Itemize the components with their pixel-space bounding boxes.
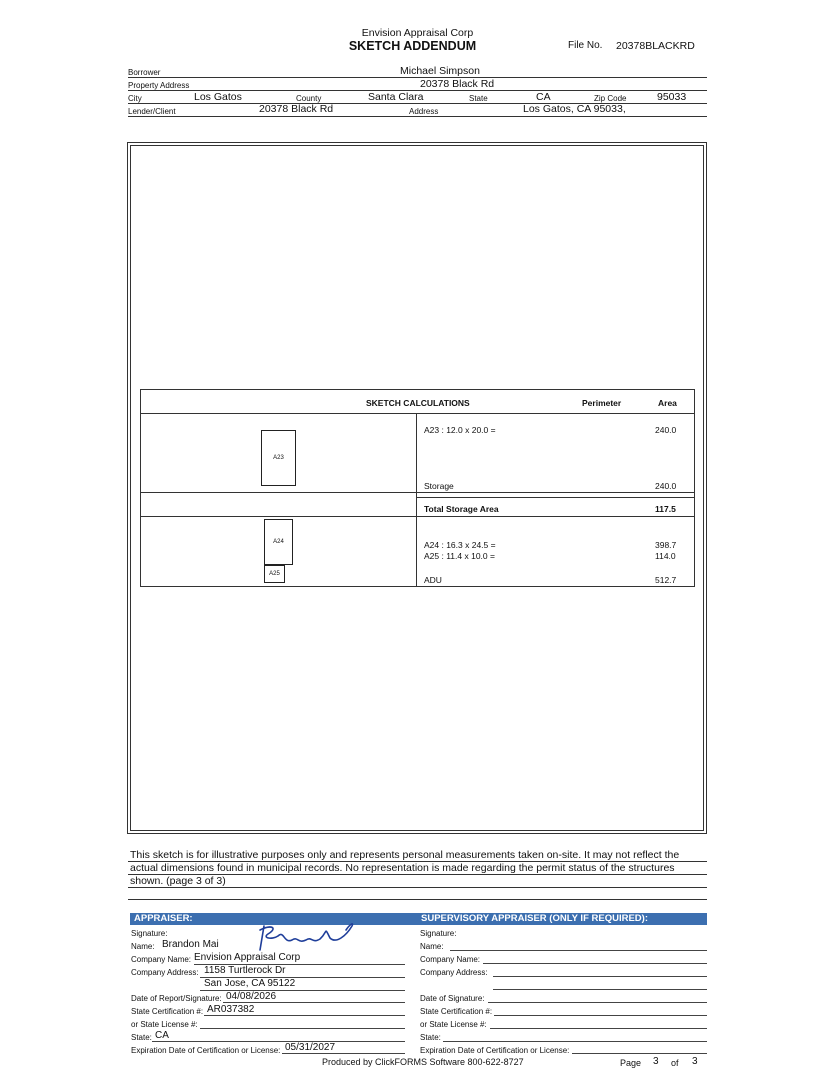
disclaimer-line: shown. (page 3 of 3) — [130, 875, 226, 887]
field-underline — [493, 989, 707, 990]
page-total: 3 — [692, 1056, 698, 1067]
room-a24: A24 — [264, 519, 293, 565]
field-underline — [572, 1053, 707, 1054]
field-underline — [204, 1015, 405, 1016]
table-divider — [417, 497, 694, 498]
supervisor-license-label: or State License #: — [420, 1020, 487, 1029]
calc-row-label: A23 : 12.0 x 20.0 = — [424, 425, 496, 435]
supervisor-signature-label: Signature: — [420, 929, 457, 938]
property-address-value: 20378 Black Rd — [420, 78, 495, 90]
company-name-value: Envision Appraisal Corp — [194, 952, 301, 963]
calc-row-area: 240.0 — [655, 425, 677, 435]
calc-row-area: 114.0 — [655, 551, 676, 561]
table-divider — [140, 516, 694, 517]
field-underline — [493, 976, 707, 977]
divider — [128, 116, 707, 117]
company-name: Envision Appraisal Corp — [361, 27, 474, 39]
company-name-label: Company Name: — [131, 955, 192, 964]
field-underline — [282, 1053, 405, 1054]
lender-value: 20378 Black Rd — [259, 103, 334, 115]
sketch-calculations-table — [140, 389, 695, 587]
supervisor-company-name-label: Company Name: — [420, 955, 481, 964]
file-no-value: 20378BLACKRD — [616, 40, 695, 52]
calc-row-label: Storage — [424, 481, 454, 491]
page-number: 3 — [653, 1056, 659, 1067]
calc-title: SKETCH CALCULATIONS — [366, 398, 470, 408]
city-value: Los Gatos — [194, 91, 242, 103]
state-value: CA — [155, 1030, 169, 1041]
county-label: County — [296, 94, 322, 103]
field-underline — [223, 1002, 405, 1003]
appraiser-name: Brandon Mai — [162, 939, 219, 950]
borrower-value: Michael Simpson — [400, 65, 480, 77]
lender-address-value: Los Gatos, CA 95033, — [523, 103, 626, 115]
appraiser-heading: APPRAISER: — [130, 913, 417, 925]
calc-row-label: A24 : 16.3 x 24.5 = — [424, 540, 496, 550]
cert-value: AR037382 — [207, 1004, 255, 1015]
field-underline — [200, 1028, 405, 1029]
supervisor-company-address-label: Company Address: — [420, 968, 488, 977]
name-label: Name: — [131, 942, 155, 951]
calc-row-area: 117.5 — [655, 504, 676, 514]
company-address-line1: 1158 Turtlerock Dr — [204, 965, 286, 976]
calc-row-label: Total Storage Area — [424, 504, 499, 514]
table-divider — [140, 492, 694, 493]
cert-label: State Certification #: — [131, 1007, 204, 1016]
supervisor-cert-label: State Certification #: — [420, 1007, 493, 1016]
file-no-label: File No. — [568, 40, 603, 51]
supervisor-expiration-label: Expiration Date of Certification or License: — [420, 1046, 570, 1055]
field-underline — [443, 1041, 707, 1042]
divider — [128, 887, 707, 888]
calc-row-label: A25 : 11.4 x 10.0 = — [424, 551, 495, 561]
produced-by: Produced by ClickFORMS Software 800-622-8727 — [322, 1057, 524, 1067]
state-label: State — [469, 94, 488, 103]
expiration-label: Expiration Date of Certification or License: — [131, 1046, 281, 1055]
calc-row-label: ADU — [424, 575, 442, 585]
field-underline — [450, 950, 707, 951]
table-column-divider — [416, 413, 417, 586]
zip-value: 95033 — [657, 91, 687, 103]
field-underline — [483, 963, 707, 964]
license-label: or State License #: — [131, 1020, 198, 1029]
calc-row-area: 512.7 — [655, 575, 677, 585]
signature-image — [254, 920, 358, 954]
supervisor-date-label: Date of Signature: — [420, 994, 485, 1003]
borrower-label: Borrower — [128, 68, 161, 77]
date-value: 04/08/2026 — [226, 991, 277, 1002]
page-label: Page — [620, 1058, 642, 1068]
disclaimer-line: actual dimensions found in municipal records. No representation is made regarding the permit status of the structures — [130, 862, 675, 874]
company-address-label: Company Address: — [131, 968, 199, 977]
perimeter-header: Perimeter — [582, 398, 622, 408]
disclaimer-line: This sketch is for illustrative purposes only and represents personal measurements taken on-site. It may not reflect the — [130, 849, 680, 861]
supervisor-heading: SUPERVISORY APPRAISER (ONLY IF REQUIRED): — [417, 913, 707, 925]
company-address-line2: San Jose, CA 95122 — [204, 978, 296, 989]
zip-label: Zip Code — [594, 94, 627, 103]
property-address-label: Property Address — [128, 81, 190, 90]
county-value: Santa Clara — [368, 91, 424, 103]
calc-row-area: 398.7 — [655, 540, 677, 550]
state-label: State: — [131, 1033, 152, 1042]
signature-label: Signature: — [131, 929, 168, 938]
state-value: CA — [536, 91, 551, 103]
date-label: Date of Report/Signature: — [131, 994, 222, 1003]
page-title: SKETCH ADDENDUM — [348, 39, 477, 53]
field-underline — [488, 1002, 707, 1003]
calc-row-area: 240.0 — [655, 481, 677, 491]
field-underline — [490, 1028, 707, 1029]
supervisor-name-label: Name: — [420, 942, 444, 951]
city-label: City — [128, 94, 142, 103]
table-divider — [140, 413, 694, 414]
address-label: Address — [409, 107, 439, 116]
field-underline — [152, 1041, 405, 1042]
area-header: Area — [658, 398, 677, 408]
supervisor-state-label: State: — [420, 1033, 441, 1042]
field-underline — [494, 1015, 707, 1016]
lender-label: Lender/Client — [128, 107, 176, 116]
expiration-value: 05/31/2027 — [285, 1042, 336, 1053]
divider — [128, 899, 707, 900]
room-a25: A25 — [264, 565, 285, 583]
divider — [128, 77, 707, 78]
room-a23: A23 — [261, 430, 296, 486]
of-label: of — [671, 1058, 679, 1068]
